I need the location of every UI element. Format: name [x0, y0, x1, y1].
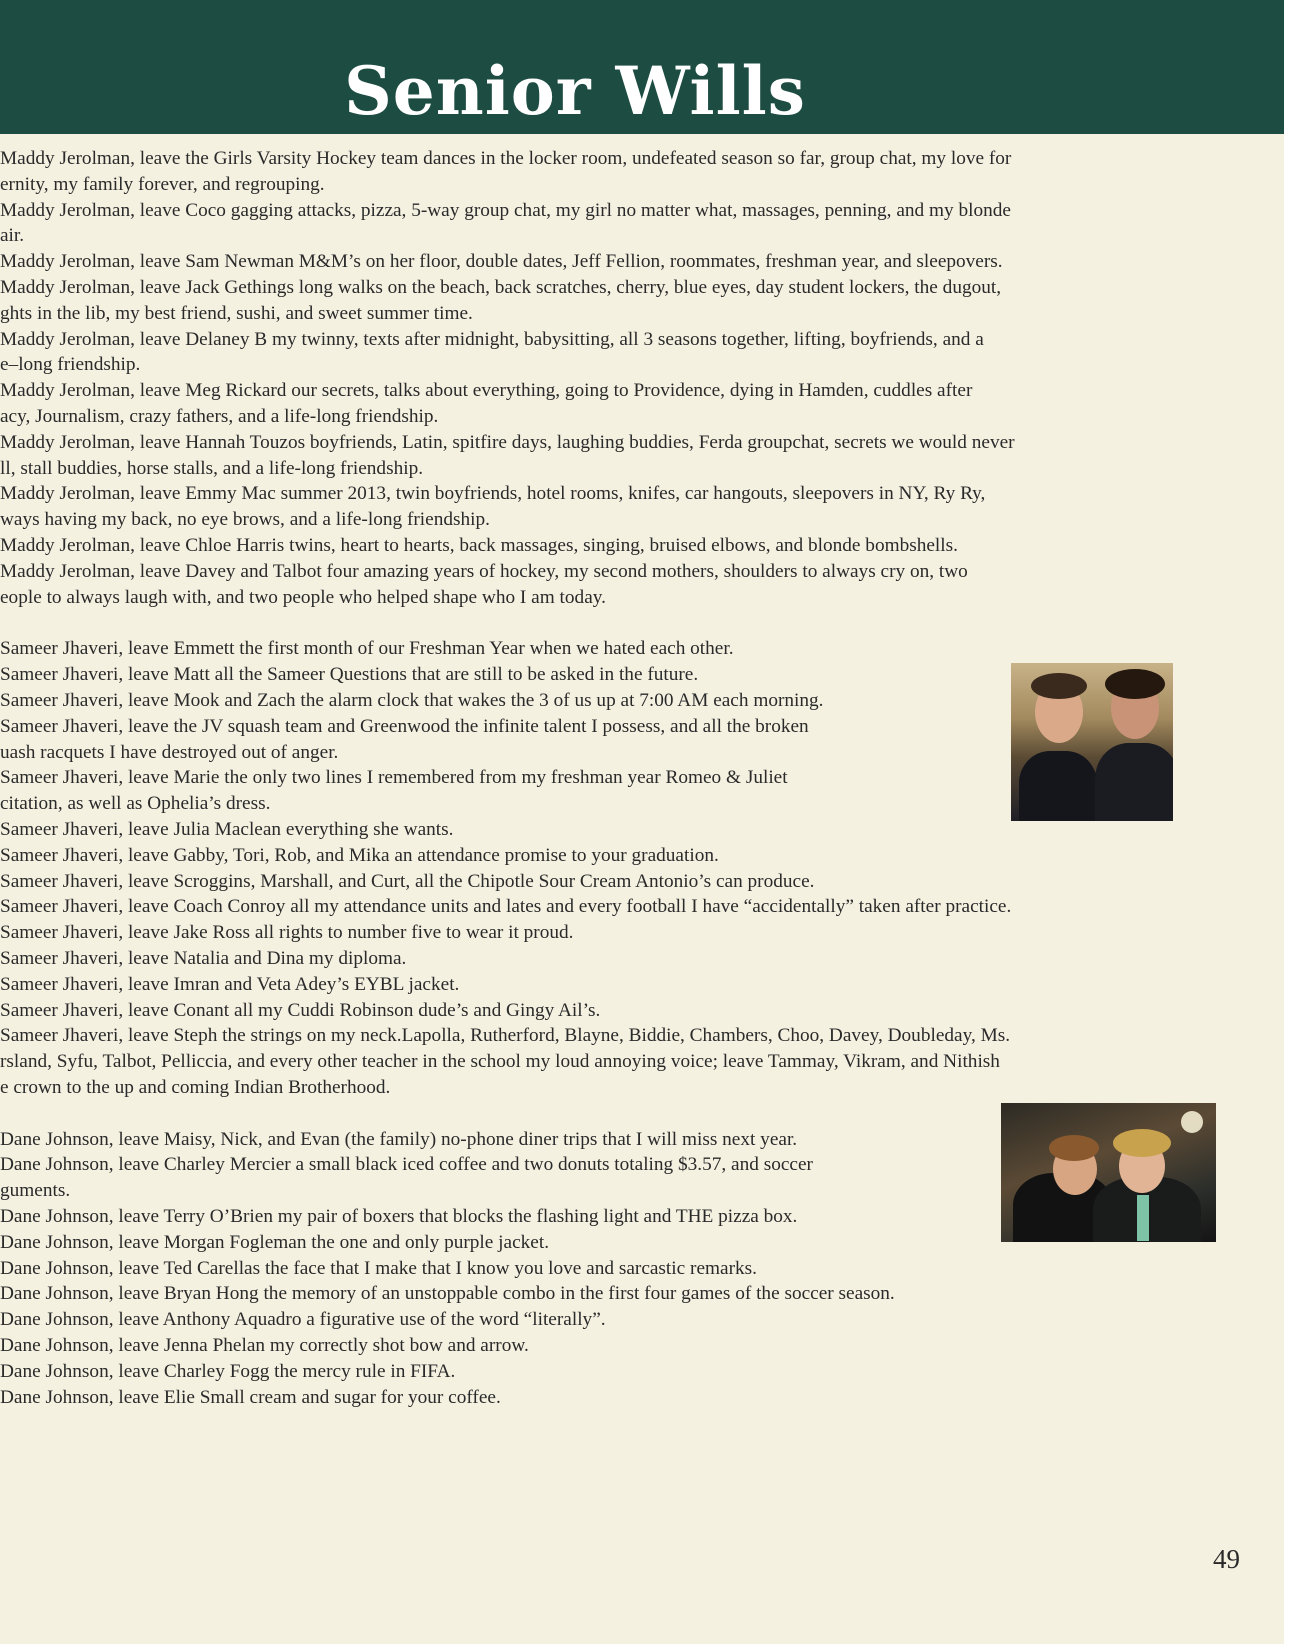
will-line: citation, as well as Ophelia’s dress. [0, 793, 271, 815]
photo-figure [1095, 743, 1173, 821]
will-line: Sameer Jhaveri, leave Coach Conroy all my attendance units and lates and every football I have “accidentally” taken after practice. [0, 896, 1012, 918]
will-line: Maddy Jerolman, leave Davey and Talbot four amazing years of hockey, my second mothers, shoulders to always cry on, two [0, 560, 968, 582]
will-line: air. [0, 225, 25, 247]
will-line: Sameer Jhaveri, leave Natalia and Dina my diploma. [0, 947, 407, 969]
page-edge [1284, 0, 1306, 1644]
will-line: Maddy Jerolman, leave Sam Newman M&M’s on her floor, double dates, Jeff Fellion, roommates, freshman year, and sleepovers. [0, 251, 1003, 273]
will-line: Sameer Jhaveri, leave Emmett the first month of our Freshman Year when we hated each other. [0, 638, 734, 660]
will-line: Sameer Jhaveri, leave Imran and Veta Adey’s EYBL jacket. [0, 973, 460, 995]
will-line: Sameer Jhaveri, leave Jake Ross all rights to number five to wear it proud. [0, 922, 574, 944]
photo-two-boys-party [1001, 1103, 1216, 1242]
will-line: Dane Johnson, leave Maisy, Nick, and Evan (the family) no-phone diner trips that I will miss next year. [0, 1128, 798, 1150]
will-line: Dane Johnson, leave Morgan Fogleman the one and only purple jacket. [0, 1231, 550, 1253]
will-line: acy, Journalism, crazy fathers, and a life-long friendship. [0, 405, 439, 427]
will-line: Sameer Jhaveri, leave Gabby, Tori, Rob, and Mika an attendance promise to your graduation. [0, 844, 719, 866]
will-line: ernity, my family forever, and regrouping. [0, 173, 325, 195]
will-line: guments. [0, 1180, 71, 1202]
will-line: Maddy Jerolman, leave Chloe Harris twins, heart to hearts, back massages, singing, bruised elbows, and blonde bombshells. [0, 534, 958, 556]
will-line: e crown to the up and coming Indian Brotherhood. [0, 1076, 391, 1098]
will-line: Sameer Jhaveri, leave Matt all the Sameer Questions that are still to be asked in the future. [0, 664, 699, 686]
title-banner [0, 0, 1284, 134]
will-line: Sameer Jhaveri, leave Julia Maclean everything she wants. [0, 818, 454, 840]
photo-hair [1105, 669, 1165, 699]
photo-light [1181, 1111, 1203, 1133]
wills-group-maddy [0, 146, 1240, 610]
will-line: Maddy Jerolman, leave Coco gagging attacks, pizza, 5-way group chat, my girl no matter what, massages, penning, and my blonde [0, 199, 1011, 221]
will-line: Dane Johnson, leave Charley Fogg the mercy rule in FIFA. [0, 1360, 456, 1382]
will-line: e–long friendship. [0, 354, 141, 376]
will-line: Maddy Jerolman, leave Emmy Mac summer 2013, twin boyfriends, hotel rooms, knifes, car hangouts, sleepovers in NY, Ry Ry, [0, 483, 986, 505]
page-title: Senior Wills [344, 52, 806, 130]
will-line: Maddy Jerolman, leave Hannah Touzos boyfriends, Latin, spitfire days, laughing buddies, Ferda groupchat, secrets we would never [0, 431, 1015, 453]
will-line: Sameer Jhaveri, leave Marie the only two lines I remembered from my freshman year Romeo & Juliet [0, 767, 788, 789]
will-line: Sameer Jhaveri, leave Scroggins, Marshall, and Curt, all the Chipotle Sour Cream Antonio’s can produce. [0, 870, 815, 892]
will-line: eople to always laugh with, and two people who helped shape who I am today. [0, 586, 606, 608]
will-line: Dane Johnson, leave Jenna Phelan my correctly shot bow and arrow. [0, 1335, 529, 1357]
will-line: Dane Johnson, leave Elie Small cream and sugar for your coffee. [0, 1386, 501, 1408]
will-line: ghts in the lib, my best friend, sushi, and sweet summer time. [0, 302, 473, 324]
photo-hair [1049, 1135, 1099, 1161]
photo-two-boys-suits [1011, 663, 1173, 821]
will-line: Dane Johnson, leave Ted Carellas the face that I make that I know you love and sarcastic remarks. [0, 1257, 757, 1279]
will-line: Maddy Jerolman, leave Delaney B my twinny, texts after midnight, babysitting, all 3 seasons together, lifting, boyfriends, and a [0, 328, 984, 350]
will-line: Sameer Jhaveri, leave Mook and Zach the alarm clock that wakes the 3 of us up at 7:00 AM each morning. [0, 689, 824, 711]
will-line: Maddy Jerolman, leave the Girls Varsity Hockey team dances in the locker room, undefeated season so far, group chat, my love for [0, 148, 1012, 169]
photo-hair [1113, 1129, 1171, 1157]
will-line: Sameer Jhaveri, leave the JV squash team and Greenwood the infinite talent I possess, and all the broken [0, 715, 809, 737]
photo-figure [1019, 751, 1097, 821]
will-line: Maddy Jerolman, leave Meg Rickard our secrets, talks about everything, going to Providence, dying in Hamden, cuddles after [0, 380, 973, 402]
will-line: Maddy Jerolman, leave Jack Gethings long walks on the beach, back scratches, cherry, blue eyes, day student lockers, the dugout, [0, 276, 1002, 298]
will-line: Dane Johnson, leave Anthony Aquadro a figurative use of the word “literally”. [0, 1309, 606, 1331]
will-line: Sameer Jhaveri, leave Steph the strings on my neck.Lapolla, Rutherford, Blayne, Biddie, Chambers, Choo, Davey, Doubleday, Ms. [0, 1025, 1011, 1047]
page-number: 49 [1213, 1544, 1240, 1574]
will-line: Dane Johnson, leave Charley Mercier a small black iced coffee and two donuts totaling $3.57, and soccer [0, 1154, 813, 1176]
will-line: Dane Johnson, leave Bryan Hong the memory of an unstoppable combo in the first four games of the soccer season. [0, 1283, 895, 1305]
photo-hair [1031, 673, 1087, 699]
photo-tie [1137, 1195, 1149, 1241]
will-line: ll, stall buddies, horse stalls, and a life-long friendship. [0, 457, 424, 479]
will-line: Dane Johnson, leave Terry O’Brien my pair of boxers that blocks the flashing light and THE pizza box. [0, 1206, 798, 1228]
will-line: ways having my back, no eye brows, and a life-long friendship. [0, 509, 490, 531]
will-line: uash racquets I have destroyed out of anger. [0, 741, 339, 763]
will-line: Sameer Jhaveri, leave Conant all my Cuddi Robinson dude’s and Gingy Ail’s. [0, 999, 601, 1021]
will-line: rsland, Syfu, Talbot, Pelliccia, and every other teacher in the school my loud annoying voice; leave Tammay, Vikram, and Nithish [0, 1051, 1000, 1073]
